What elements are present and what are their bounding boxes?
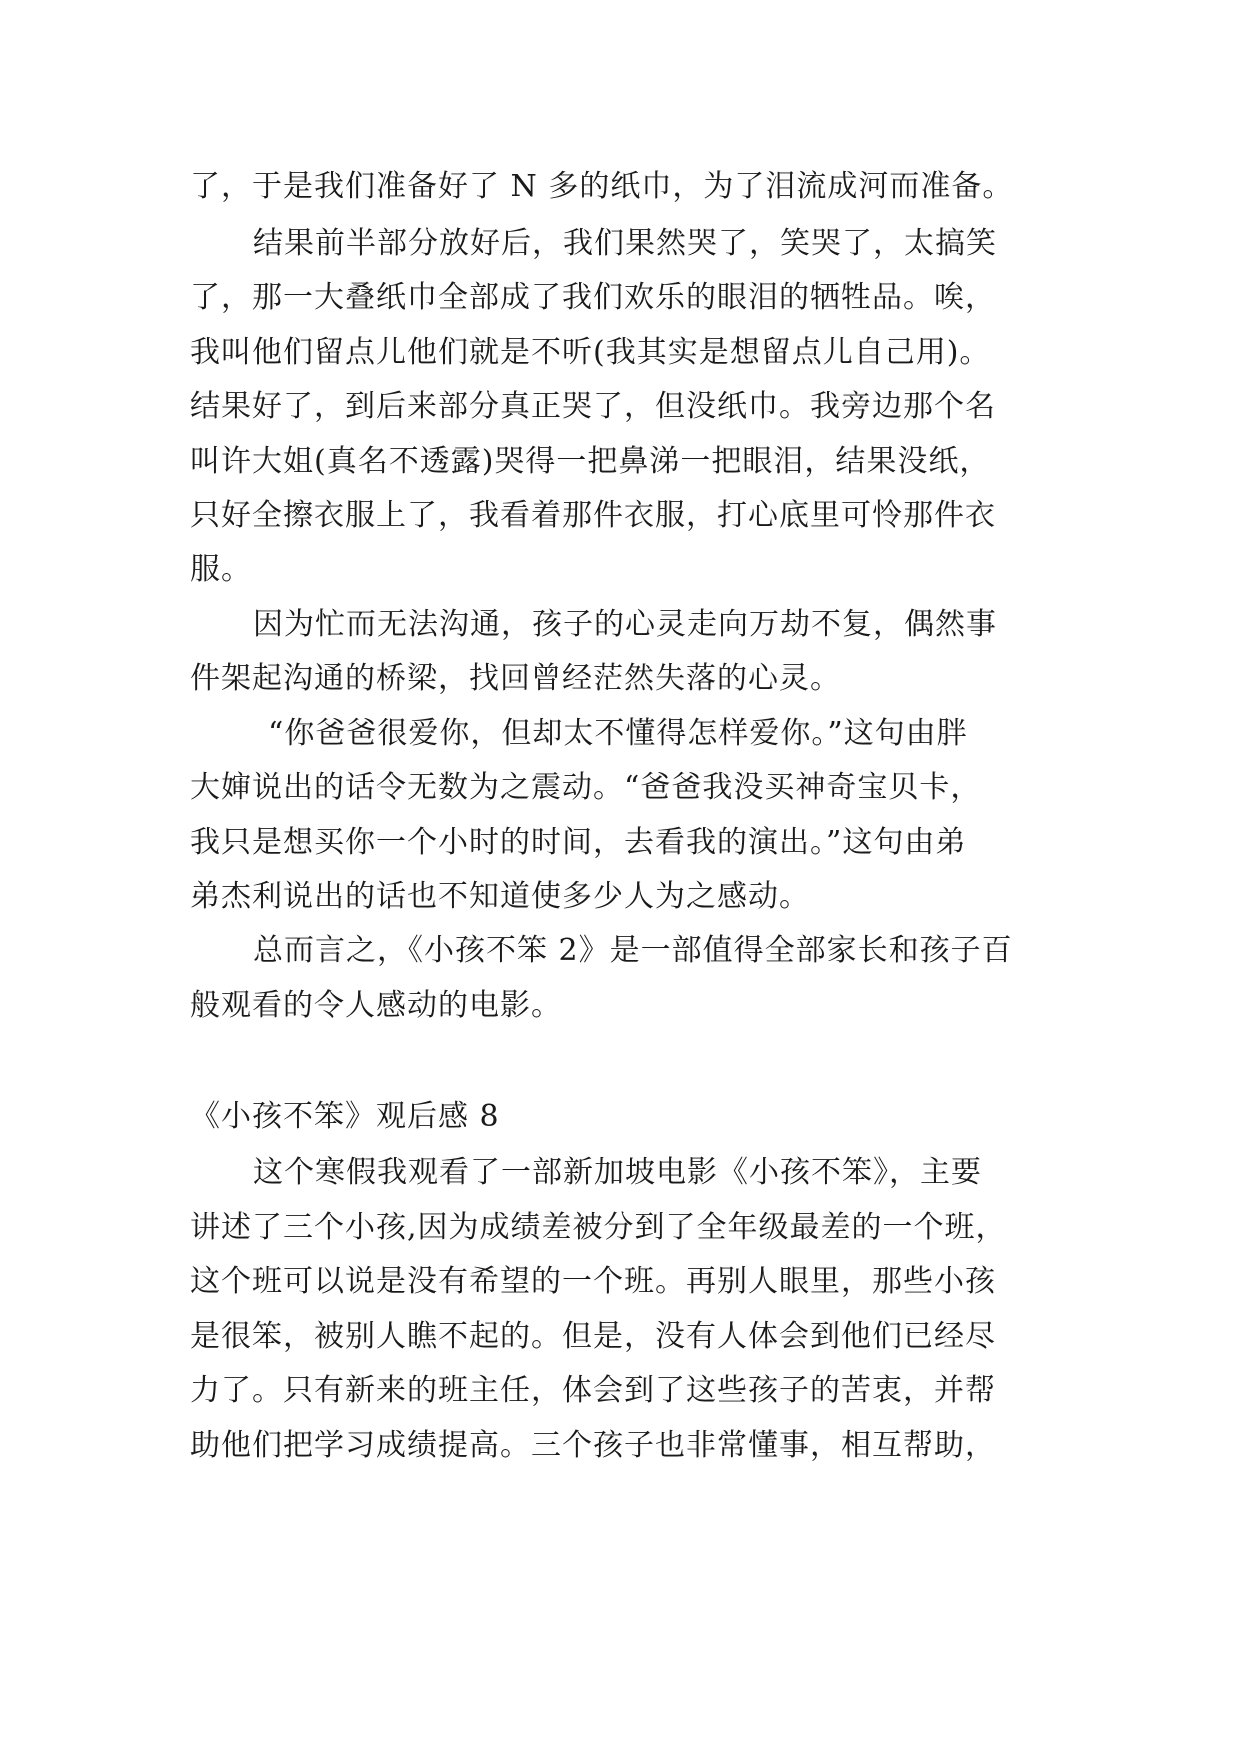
paragraph-start-line: “你爸爸很爱你，但却太不懂得怎样爱你。”这句由胖 [268, 716, 968, 751]
text-line: 是很笨，被别人瞧不起的。但是，没有人体会到他们已经尽 [190, 1319, 996, 1354]
text-line: 了，那一大叠纸巾全部成了我们欢乐的眼泪的牺牲品。唉， [190, 280, 996, 315]
paragraph-start-line: 这个寒假我观看了一部新加坡电影《小孩不笨》，主要 [253, 1155, 982, 1190]
text-line: 大婶说出的话令无数为之震动。“爸爸我没买神奇宝贝卡， [190, 770, 982, 805]
text-line: 服。 [190, 552, 252, 587]
text-line: 我叫他们留点儿他们就是不听(我其实是想留点儿自己用)。 [190, 335, 991, 370]
paragraph-start-line: 因为忙而无法沟通，孩子的心灵走向万劫不复，偶然事 [253, 607, 997, 642]
paragraph-start-line: 结果前半部分放好后，我们果然哭了，笑哭了，太搞笑 [253, 226, 997, 261]
text-line: 讲述了三个小孩,因为成绩差被分到了全年级最差的一个班， [190, 1210, 1007, 1245]
text-line: 只好全擦衣服上了，我看着那件衣服，打心底里可怜那件衣 [190, 498, 996, 533]
text-line: 助他们把学习成绩提高。三个孩子也非常懂事，相互帮助， [190, 1428, 996, 1463]
text-line: 般观看的令人感动的电影。 [190, 988, 562, 1023]
text-line: 弟杰利说出的话也不知道使多少人为之感动。 [190, 879, 810, 914]
text-line: 件架起沟通的桥梁，找回曾经茫然失落的心灵。 [190, 661, 841, 696]
text-line: 力了。只有新来的班主任，体会到了这些孩子的苦衷，并帮 [190, 1373, 996, 1408]
text-line: 这个班可以说是没有希望的一个班。再别人眼里，那些小孩 [190, 1264, 996, 1299]
text-line: 了，于是我们准备好了 N 多的纸巾，为了泪流成河而准备。 [190, 169, 1014, 204]
section-title: 《小孩不笨》观后感 8 [190, 1099, 500, 1134]
paragraph-start-line: 总而言之，《小孩不笨 2》是一部值得全部家长和孩子百 [253, 933, 1013, 968]
text-line: 叫许大姐(真名不透露)哭得一把鼻涕一把眼泪，结果没纸， [190, 444, 991, 479]
text-line: 我只是想买你一个小时的时间，去看我的演出。”这句由弟 [190, 825, 967, 860]
text-line: 结果好了，到后来部分真正哭了，但没纸巾。我旁边那个名 [190, 389, 996, 424]
